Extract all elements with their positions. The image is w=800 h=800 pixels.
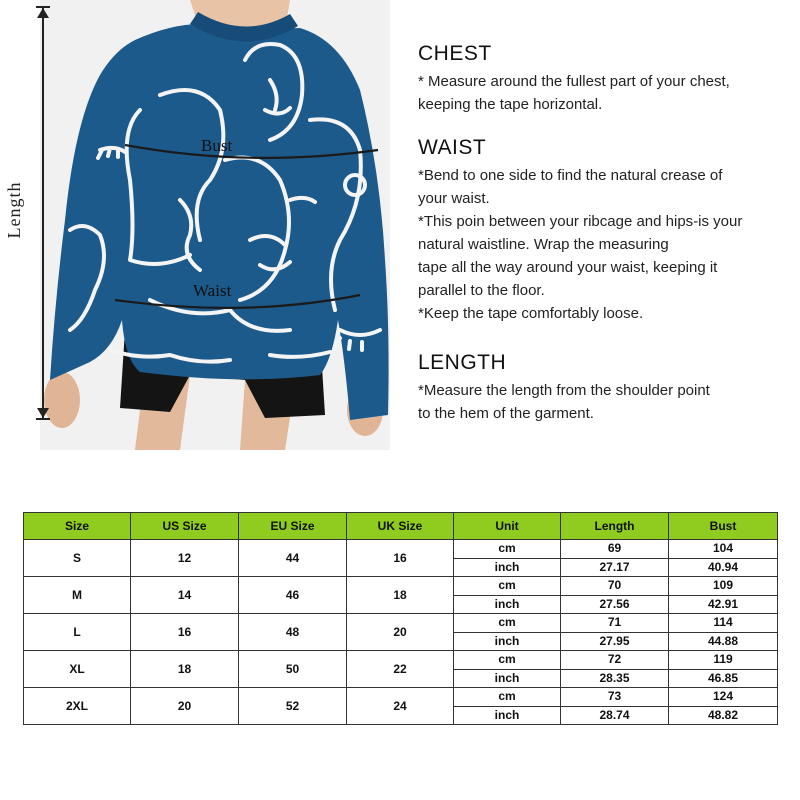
waist-section (418, 136, 788, 325)
table-header-row (24, 513, 778, 540)
cell-eu-size: 50 (239, 651, 347, 688)
cell-eu-size: 48 (239, 614, 347, 651)
cell-unit: cm (454, 688, 561, 707)
cell-eu-size: 52 (239, 688, 347, 725)
product-photo (40, 0, 390, 450)
cell-unit: inch (454, 669, 561, 688)
waist-text-line: parallel to the floor. (418, 282, 545, 299)
cell-uk-size: 20 (347, 614, 454, 651)
cell-us-size: 12 (131, 540, 239, 577)
cell-length: 27.17 (561, 558, 669, 577)
size-chart-table (23, 512, 778, 725)
cell-unit: cm (454, 577, 561, 596)
cell-unit: cm (454, 614, 561, 633)
sweater-illustration (40, 0, 390, 450)
length-label: Length (4, 181, 24, 239)
table-row (24, 614, 778, 633)
header-us-size: US Size (131, 513, 239, 540)
cell-length: 71 (561, 614, 669, 633)
cell-unit: inch (454, 558, 561, 577)
waist-text-line: natural waistline. Wrap the measuring (418, 236, 669, 253)
cell-size: 2XL (24, 688, 131, 725)
waist-label: Waist (193, 281, 232, 300)
header-unit: Unit (454, 513, 561, 540)
cell-length: 27.56 (561, 595, 669, 614)
cell-length: 70 (561, 577, 669, 596)
cell-uk-size: 16 (347, 540, 454, 577)
cell-size: L (24, 614, 131, 651)
waist-text-line: tape all the way around your waist, keeping it (418, 259, 718, 276)
length-text-line: *Measure the length from the shoulder point (418, 382, 710, 399)
cell-bust: 44.88 (669, 632, 778, 651)
waist-text-line: *Keep the tape comfortably loose. (418, 305, 644, 322)
cell-us-size: 20 (131, 688, 239, 725)
cell-us-size: 16 (131, 614, 239, 651)
cell-length: 69 (561, 540, 669, 559)
waist-text-line: your waist. (418, 190, 490, 207)
cell-us-size: 14 (131, 577, 239, 614)
cell-length: 28.35 (561, 669, 669, 688)
cell-bust: 109 (669, 577, 778, 596)
cell-uk-size: 24 (347, 688, 454, 725)
table-row (24, 688, 778, 707)
cell-bust: 119 (669, 651, 778, 670)
chest-title: CHEST (418, 42, 492, 65)
cell-unit: cm (454, 540, 561, 559)
bust-label: Bust (201, 136, 233, 155)
waist-text-line: *Bend to one side to find the natural crease of (418, 167, 723, 184)
cell-bust: 46.85 (669, 669, 778, 688)
length-text-line: to the hem of the garment. (418, 405, 594, 422)
cell-size: XL (24, 651, 131, 688)
header-uk-size: UK Size (347, 513, 454, 540)
cell-bust: 104 (669, 540, 778, 559)
cell-bust: 40.94 (669, 558, 778, 577)
header-size: Size (24, 513, 131, 540)
chest-text-line: * Measure around the fullest part of your chest, (418, 73, 730, 90)
cell-length: 27.95 (561, 632, 669, 651)
cell-length: 28.74 (561, 706, 669, 725)
cell-bust: 124 (669, 688, 778, 707)
length-section (418, 351, 788, 425)
cell-unit: inch (454, 595, 561, 614)
chest-section (418, 42, 730, 116)
cell-uk-size: 18 (347, 577, 454, 614)
cell-unit: inch (454, 632, 561, 651)
cell-length: 72 (561, 651, 669, 670)
cell-bust: 114 (669, 614, 778, 633)
table-row (24, 577, 778, 596)
length-measure-line (42, 6, 44, 420)
cell-uk-size: 22 (347, 651, 454, 688)
header-bust: Bust (669, 513, 778, 540)
chest-text-line: keeping the tape horizontal. (418, 96, 603, 113)
cell-unit: inch (454, 706, 561, 725)
waist-title: WAIST (418, 136, 487, 159)
cell-unit: cm (454, 651, 561, 670)
table-row (24, 651, 778, 670)
header-eu-size: EU Size (239, 513, 347, 540)
cell-bust: 48.82 (669, 706, 778, 725)
cell-length: 73 (561, 688, 669, 707)
cell-eu-size: 44 (239, 540, 347, 577)
cell-us-size: 18 (131, 651, 239, 688)
table-row (24, 540, 778, 559)
length-title: LENGTH (418, 351, 507, 374)
cell-eu-size: 46 (239, 577, 347, 614)
cell-size: M (24, 577, 131, 614)
cell-size: S (24, 540, 131, 577)
header-length: Length (561, 513, 669, 540)
waist-text-line: *This poin between your ribcage and hips-is your (418, 213, 743, 230)
cell-bust: 42.91 (669, 595, 778, 614)
